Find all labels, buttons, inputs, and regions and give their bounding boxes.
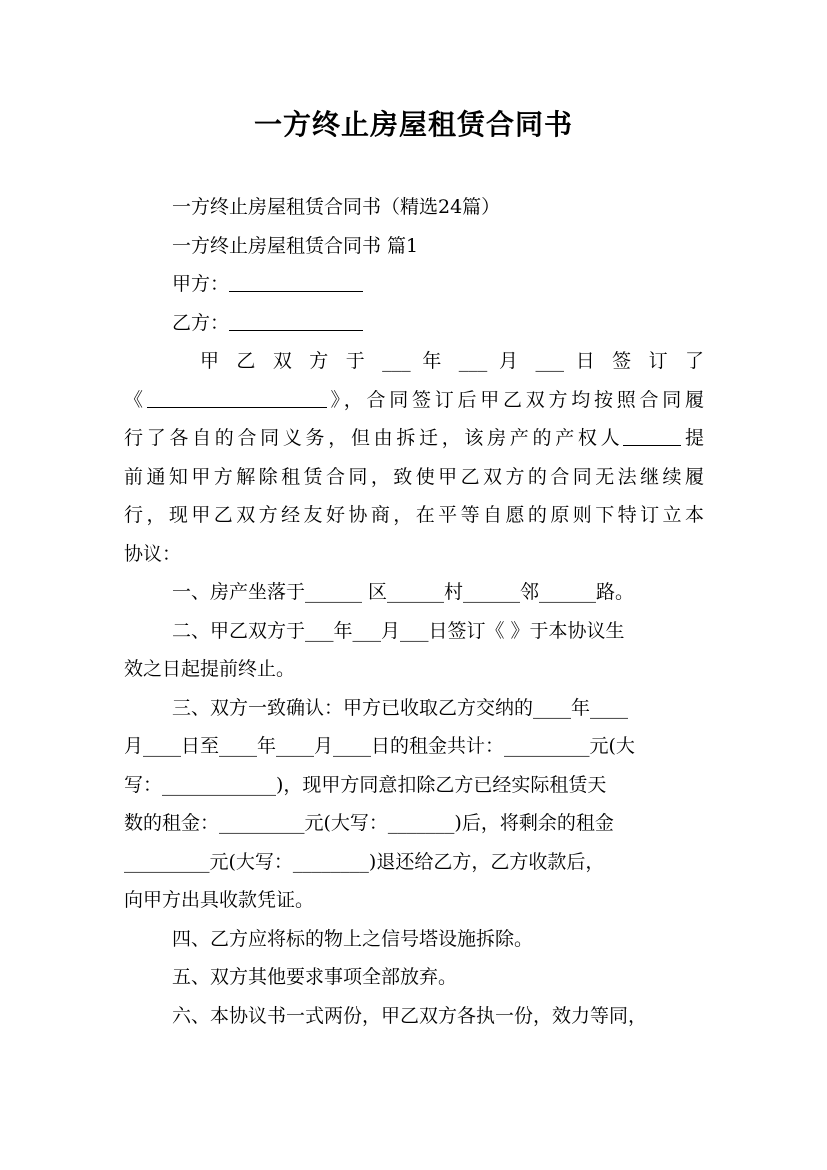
- paragraph-line: 行，现甲乙双方经友好协商，在平等自愿的原则下特订立本: [124, 504, 704, 526]
- contract-name-blank: [147, 387, 327, 408]
- paragraph-line: [124, 381, 704, 420]
- paragraph-line: 甲 乙 双 方 于 ___ 年 ___ 月 ___ 日 签 订 了: [200, 350, 704, 372]
- paragraph-text: 提: [681, 427, 704, 449]
- clause-6: 六、本协议书一式两份，甲乙双方各执一份，效力等同，: [172, 1004, 648, 1027]
- document-title: 一方终止房屋租赁合同书: [253, 108, 573, 141]
- clause-4: 四、乙方应将标的物上之信号塔设施拆除。: [172, 927, 534, 950]
- clause-3: 三、双方一致确认：甲方已收取乙方交纳的____年____: [172, 696, 629, 719]
- paragraph-line: 前通知甲方解除租赁合同，致使甲乙双方的合同无法继续履: [124, 465, 704, 488]
- party-a-line: [124, 265, 704, 304]
- party-b-blank: [229, 310, 363, 331]
- party-b-line: [124, 304, 704, 343]
- subtitle-line: 一方终止房屋租赁合同书（精选24篇）: [172, 196, 501, 218]
- paragraph-line: [124, 419, 704, 458]
- document-body: [124, 188, 704, 1035]
- party-a-label: 甲方：: [172, 273, 230, 295]
- clause-3-cont: 写：____________)，现甲方同意扣除乙方已经实际租赁天: [124, 773, 607, 796]
- clause-3-cont: 向甲方出具收款凭证。: [124, 889, 315, 911]
- clause-2: 二、甲乙双方于___年___月___日签订《 》于本协议生: [172, 619, 625, 642]
- clause-3-cont: 数的租金：_________元(大写：_______)后，将剩余的租金: [124, 812, 614, 834]
- paragraph-text: 》，合同签订后甲乙双方均按照合同履: [326, 388, 704, 411]
- contract-open-bracket: 《: [124, 388, 147, 411]
- section-heading: 一方终止房屋租赁合同书 篇1: [172, 234, 419, 257]
- paragraph-text: 行了各自的合同义务，但由拆迁，该房产的产权人: [124, 427, 624, 449]
- clause-5: 五、双方其他要求事项全部放弃。: [172, 966, 458, 988]
- clause-3-cont: 月____日至____年____月____日的租金共计：_________元(大: [124, 735, 635, 757]
- clause-3-cont: _________元(大写：________)退还给乙方，乙方收款后，: [124, 850, 605, 873]
- clause-2-cont: 效之日起提前终止。: [124, 658, 296, 680]
- party-a-blank: [229, 271, 363, 292]
- owner-blank: [623, 425, 681, 446]
- party-b-label: 乙方：: [172, 311, 230, 334]
- clause-1: 一、房产坐落于______ 区______村______邻______路。: [172, 581, 635, 603]
- paragraph-line: 协议：: [124, 542, 182, 565]
